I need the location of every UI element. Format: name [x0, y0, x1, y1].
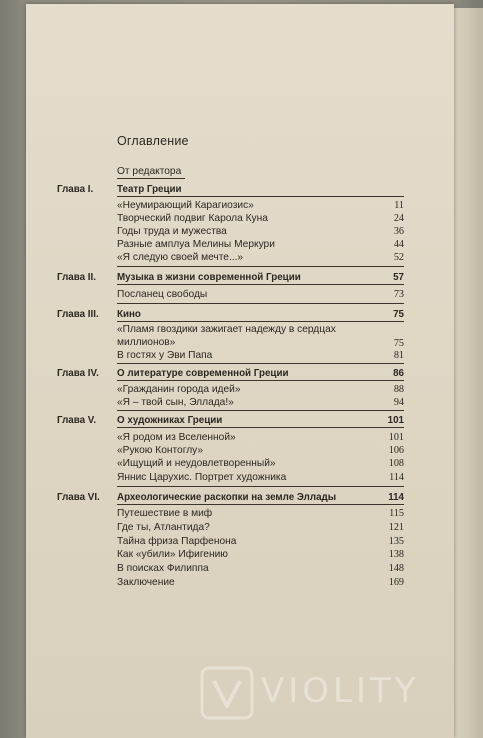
chapter-page: 86: [393, 368, 404, 379]
toc-entry-page: 81: [393, 350, 404, 361]
toc-entry: [0, 383, 483, 396]
toc-entry-title: В гостях у Эви Папа: [117, 350, 213, 361]
toc-entry: [0, 396, 483, 409]
toc-entry-page: 73: [393, 289, 404, 300]
toc-entry-page: 101: [388, 432, 404, 443]
toc-entry: [0, 251, 483, 264]
toc-rule: [117, 266, 404, 267]
toc-entry-page: 108: [388, 458, 404, 469]
toc-chapter-6: [0, 491, 483, 504]
toc-rule: [117, 363, 404, 364]
toc-chapter-1: [0, 183, 483, 196]
toc-entry: [0, 535, 483, 548]
chapter-page: 101: [387, 415, 404, 426]
toc-entry-title: «Неумирающий Карагиозис»: [117, 200, 254, 211]
chapter-label: Глава II.: [57, 272, 96, 283]
toc-entry: [0, 199, 483, 212]
toc-entry: [0, 507, 483, 520]
toc-entry-page: 169: [388, 577, 404, 588]
toc-entry-title: «Гражданин города идей»: [117, 384, 241, 395]
chapter-page: 75: [393, 309, 404, 320]
toc-entry-title: «Я следую своей мечте...»: [117, 252, 244, 263]
toc-entry: [0, 431, 483, 444]
chapter-label: Глава IV.: [57, 368, 99, 379]
toc-entry-title: Тайна фриза Парфенона: [117, 536, 237, 547]
toc-entry-title: Как «убили» Ифигению: [117, 549, 228, 560]
toc-entry-title: «Пламя гвоздики зажигает надежду в сердцах миллионов»: [117, 324, 336, 348]
toc-heading: Оглавление: [117, 134, 189, 148]
toc-entry-title: «Я родом из Вселенной»: [117, 432, 236, 443]
chapter-page: 114: [388, 492, 404, 503]
toc-rule: [117, 196, 404, 197]
toc-entry-page: 75: [393, 338, 404, 349]
toc-entry-page: 11: [394, 200, 404, 211]
toc-rule: [117, 427, 404, 428]
chapter-page: 57: [393, 272, 404, 283]
toc-entry: [0, 238, 483, 251]
chapter-label: Глава VI.: [57, 492, 100, 503]
toc-chapter-4: [0, 367, 483, 380]
toc-entry: [0, 521, 483, 534]
toc-rule: [117, 504, 404, 505]
toc-entry-title: Заключение: [117, 577, 175, 588]
toc-rule: [117, 284, 404, 285]
chapter-title: Археологические раскопки на земле Эллады: [117, 492, 337, 503]
toc-rule: [117, 303, 404, 304]
chapter-label: Глава III.: [57, 309, 99, 320]
toc-entry-page: 52: [393, 252, 404, 263]
chapter-label: Глава I.: [57, 184, 94, 195]
toc-entry: [0, 225, 483, 238]
toc-entry: [0, 324, 483, 350]
toc-entry-title: В поисках Филиппа: [117, 563, 209, 574]
toc-chapter-3: [0, 308, 483, 321]
toc-entry-title: Годы труда и мужества: [117, 226, 227, 237]
toc-entry-page: 36: [393, 226, 404, 237]
toc-entry-title: Путешествие в миф: [117, 508, 213, 519]
toc-entry-title: Посланец свободы: [117, 289, 208, 300]
toc-entry-page: 114: [389, 472, 404, 483]
chapter-title: О литературе современной Греции: [117, 368, 289, 379]
chapter-label: Глава V.: [57, 415, 97, 426]
toc-entry-page: 24: [393, 213, 404, 224]
toc-entry-title: От редактора: [117, 166, 182, 177]
toc-entry-page: 115: [389, 508, 404, 519]
toc-entry: [0, 212, 483, 225]
toc-entry-page: 148: [388, 563, 404, 574]
toc-entry-page: 138: [388, 549, 404, 560]
toc-entry-page: 121: [388, 522, 404, 533]
toc-entry: [0, 548, 483, 561]
chapter-title: Музыка в жизни современной Греции: [117, 272, 301, 283]
violity-logo-icon: [199, 665, 255, 721]
toc-rule: [117, 321, 404, 322]
toc-entry-title: Разные амплуа Мелины Меркури: [117, 239, 275, 250]
toc-chapter-2: [0, 271, 483, 284]
chapter-title: О художниках Греции: [117, 415, 223, 426]
toc-entry-title: «Ищущий и неудовлетворенный»: [117, 458, 276, 469]
toc-entry-page: 135: [388, 536, 404, 547]
toc-entry-page: 106: [388, 445, 404, 456]
toc-entry: [0, 457, 483, 470]
toc-entry: [0, 444, 483, 457]
toc-rule: [117, 410, 404, 411]
toc-entry-page: 94: [393, 397, 404, 408]
toc-entry: [0, 471, 483, 484]
toc-entry: [0, 562, 483, 575]
toc-entry-title: Яннис Царухис. Портрет художника: [117, 472, 287, 483]
toc-entry-title: «Рукою Контоглу»: [117, 445, 204, 456]
toc-entry: [0, 349, 483, 362]
toc-rule: [117, 178, 185, 179]
toc-entry-page: 44: [393, 239, 404, 250]
toc-entry-page: 88: [393, 384, 404, 395]
toc-entry-title: «Я – твой сын, Эллада!»: [117, 397, 234, 408]
chapter-title: Театр Греции: [117, 184, 182, 195]
toc-chapter-5: [0, 414, 483, 427]
watermark-text: VIOLITY: [261, 671, 420, 711]
toc-entry-title: Где ты, Атлантида?: [117, 522, 210, 533]
toc-entry: [0, 288, 483, 301]
toc-rule: [117, 486, 404, 487]
violity-watermark: [199, 663, 469, 723]
toc-rule: [117, 380, 404, 381]
toc-entry-title: Творческий подвиг Карола Куна: [117, 213, 268, 224]
toc-intro: [0, 165, 483, 178]
chapter-title: Кино: [117, 309, 141, 320]
toc-entry: [0, 576, 483, 589]
